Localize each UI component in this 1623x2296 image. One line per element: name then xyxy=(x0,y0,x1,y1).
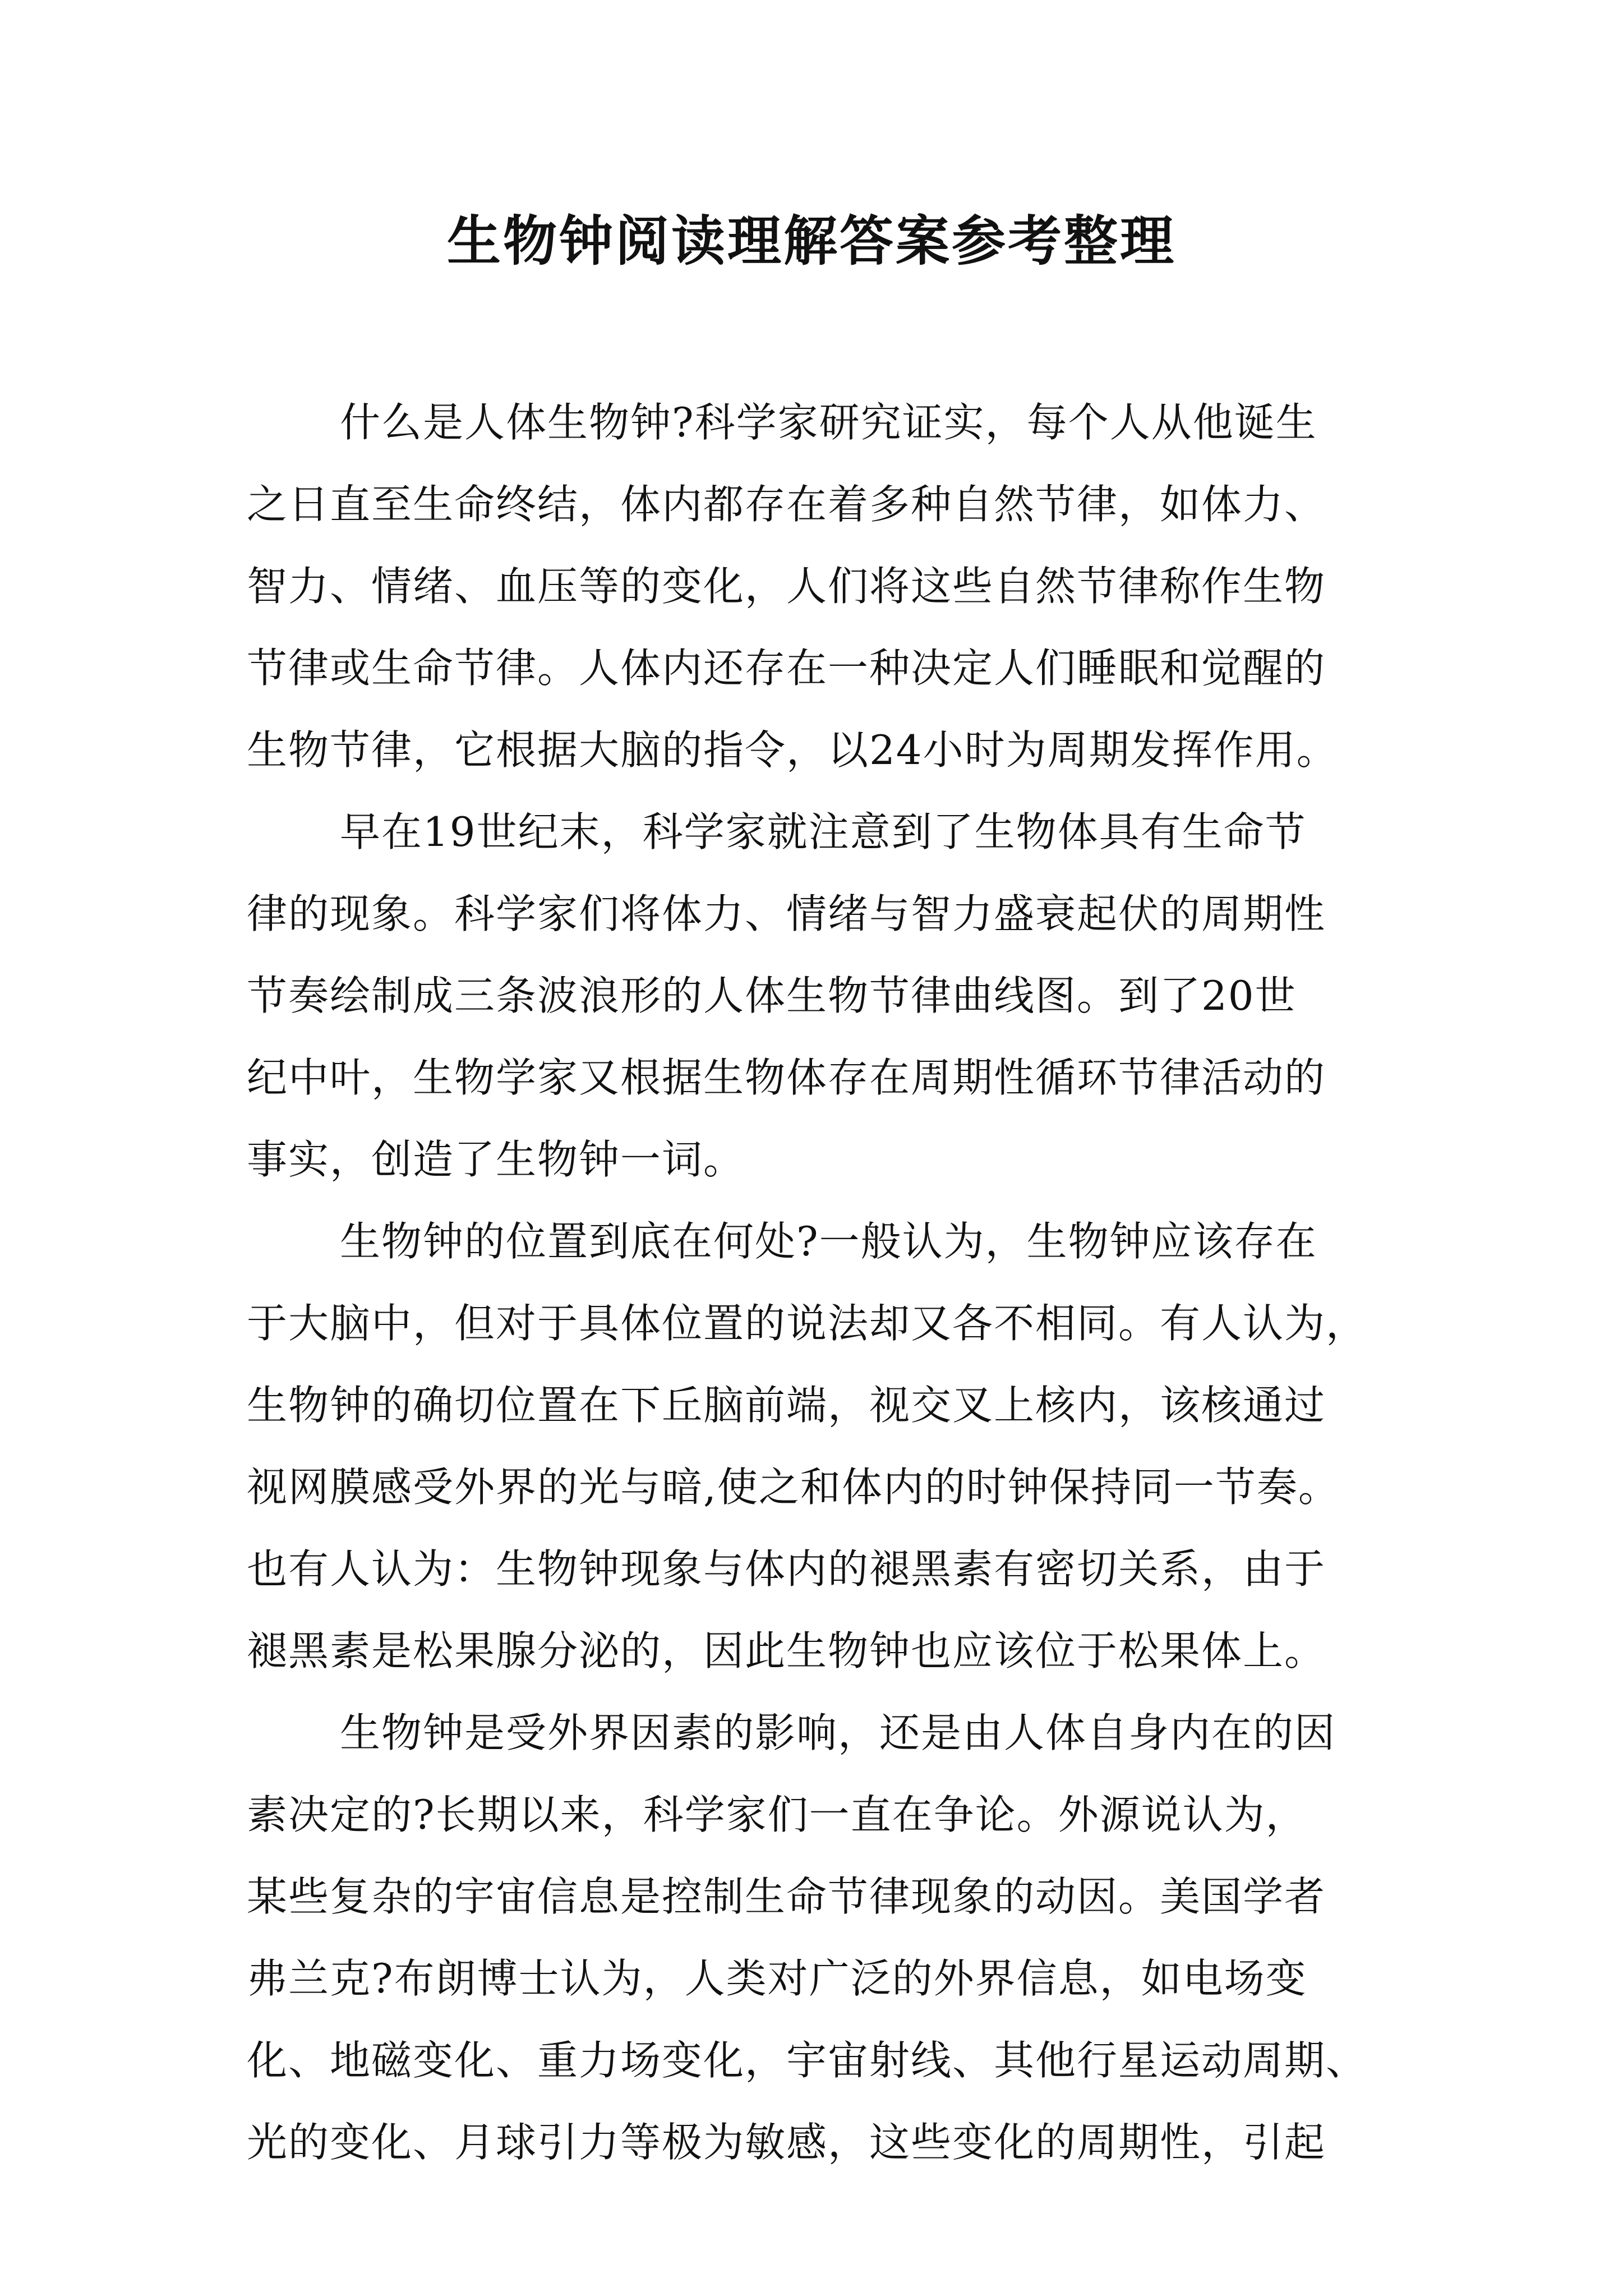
text-line: 于大脑中，但对于具体位置的说法却又各不相同。有人认为， xyxy=(247,1300,1368,1347)
text-line: 光的变化、月球引力等极为敏感，这些变化的周期性，引起 xyxy=(247,2119,1326,2166)
text-line: 律的现象。科学家们将体力、情绪与智力盛衰起伏的周期性 xyxy=(247,890,1326,937)
text-line: 早在19世纪末，科学家就注意到了生物体具有生命节 xyxy=(340,808,1307,855)
text-line: 化、地磁变化、重力场变化，宇宙射线、其他行星运动周期、 xyxy=(247,2037,1368,2084)
text-line: 之日直至生命终结，体内都存在着多种自然节律，如体力、 xyxy=(247,481,1326,528)
text-line: 生物节律，它根据大脑的指令，以24小时为周期发挥作用。 xyxy=(247,726,1338,774)
paragraph xyxy=(247,791,1408,1200)
paragraph xyxy=(247,1200,1408,1692)
text-line: 什么是人体生物钟?科学家研究证实，每个人从他诞生 xyxy=(340,399,1317,446)
text-line: 素决定的?长期以来，科学家们一直在争论。外源说认为， xyxy=(247,1791,1307,1838)
paragraph xyxy=(247,381,1408,791)
text-line: 智力、情绪、血压等的变化，人们将这些自然节律称作生物 xyxy=(247,563,1326,610)
text-line: 生物钟的位置到底在何处?一般认为，生物钟应该存在 xyxy=(340,1218,1317,1265)
text-line: 节律或生命节律。人体内还存在一种决定人们睡眠和觉醒的 xyxy=(247,645,1326,692)
paragraph xyxy=(247,1692,1408,2183)
document-title: 生物钟阅读理解答案参考整理 xyxy=(447,209,1176,273)
text-line: 生物钟是受外界因素的影响，还是由人体自身内在的因 xyxy=(340,1709,1336,1756)
text-line: 节奏绘制成三条波浪形的人体生物节律曲线图。到了20世 xyxy=(247,972,1297,1019)
document-body xyxy=(247,381,1408,2183)
text-line: 生物钟的确切位置在下丘脑前端，视交叉上核内，该核通过 xyxy=(247,1382,1326,1429)
text-line: 事实，创造了生物钟一词。 xyxy=(247,1136,745,1183)
text-line: 纪中叶，生物学家又根据生物体存在周期性循环节律活动的 xyxy=(247,1054,1326,1101)
text-line: 某些复杂的宇宙信息是控制生命节律现象的动因。美国学者 xyxy=(247,1873,1326,1920)
text-line: 弗兰克?布朗博士认为，人类对广泛的外界信息，如电场变 xyxy=(247,1955,1307,2002)
text-line: 褪黑素是松果腺分泌的，因此生物钟也应该位于松果体上。 xyxy=(247,1627,1326,1674)
text-line: 也有人认为：生物钟现象与体内的褪黑素有密切关系，由于 xyxy=(247,1545,1326,1593)
text-line: 视网膜感受外界的光与暗,使之和体内的时钟保持同一节奏。 xyxy=(247,1464,1340,1511)
